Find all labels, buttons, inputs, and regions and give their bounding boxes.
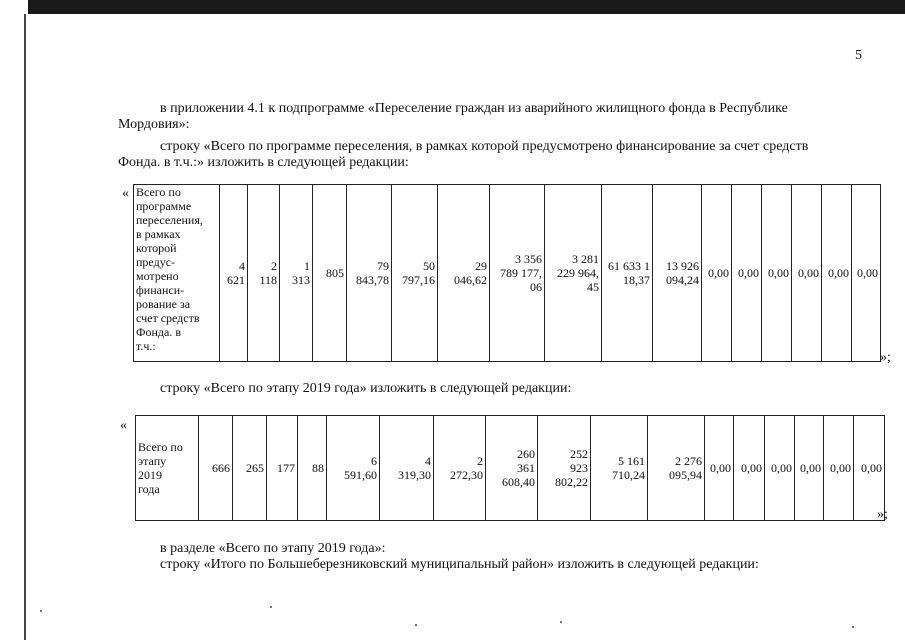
table1-label-line: т.ч.:: [136, 339, 156, 353]
table1-close-quote: »;: [880, 350, 891, 365]
table2-cell-line: 923: [570, 461, 588, 475]
table1-cell: [280, 185, 313, 362]
table2-label-line: 2019: [138, 468, 162, 482]
table2-cell: [824, 416, 854, 521]
table1-cell-line: 4: [239, 259, 245, 273]
table2-cell: [486, 416, 538, 521]
table1-label-line: в рамках: [136, 227, 181, 241]
table2-cell: [538, 416, 591, 521]
table2-open-quote: «: [120, 418, 127, 433]
table1-cell: [653, 185, 702, 362]
table1-cell-line: 0,00: [768, 266, 789, 280]
table2-cell-line: 252: [570, 447, 588, 461]
scan-border-top: [28, 0, 905, 14]
table1-cell-line: 094,24: [666, 273, 699, 287]
table1-label-line: финанси-: [136, 283, 185, 297]
table1-cell-line: 046,62: [454, 273, 487, 287]
scan-speck: [40, 610, 42, 612]
table1-cell-line: 797,16: [402, 273, 435, 287]
table2-cell: [705, 416, 734, 521]
table1-cell: [602, 185, 653, 362]
table2-cell-line: 319,30: [398, 468, 431, 482]
table2-cell: [765, 416, 795, 521]
table1-cell: [248, 185, 280, 362]
table2-cell-line: 177: [277, 461, 295, 475]
table1-cell-line: 1: [304, 259, 310, 273]
table2-cell: [327, 416, 380, 521]
table2-cell-line: 0,00: [800, 461, 821, 475]
intro-line-4: Фонда. в т.ч.:» изложить в следующей редакции:: [118, 155, 409, 170]
table1-row-label: [134, 185, 220, 362]
table2-cell: [854, 416, 885, 521]
table1-cell-line: 843,78: [356, 273, 389, 287]
table2-cell-line: 802,22: [555, 475, 588, 489]
table1-cell: [792, 185, 822, 362]
table1: [133, 184, 881, 362]
table1-row: [134, 185, 881, 362]
table2-label-line: года: [138, 482, 160, 496]
table1-cell: [545, 185, 602, 362]
table1-cell: [732, 185, 762, 362]
table2-label-line: Всего по: [138, 440, 183, 454]
table1-cell: [438, 185, 490, 362]
table1-cell: [490, 185, 545, 362]
table2-label-line: этапу: [138, 454, 167, 468]
scan-speck: [270, 606, 272, 608]
table1-cell-line: 3 281: [572, 252, 599, 266]
table1-cell: [220, 185, 248, 362]
table1-cell-line: 2: [271, 259, 277, 273]
table2-cell-line: 666: [212, 461, 230, 475]
table2-close-quote: »;: [877, 507, 888, 522]
table2-cell-line: 608,40: [502, 475, 535, 489]
table2-cell-line: 0,00: [771, 461, 792, 475]
table1-label-line: предус-: [136, 255, 176, 269]
table2-cell-line: 2 276: [675, 454, 702, 468]
table1-cell-line: 0,00: [798, 266, 819, 280]
table1-cell: [347, 185, 392, 362]
table2-cell-line: 095,94: [669, 468, 702, 482]
table2-cell: [434, 416, 486, 521]
table1-cell-line: 29: [475, 259, 487, 273]
table1-cell-line: 0,00: [857, 266, 878, 280]
table2-cell: [199, 416, 233, 521]
table1-cell-line: 805: [326, 266, 344, 280]
table1-open-quote: «: [122, 186, 129, 201]
table1-cell: [313, 185, 347, 362]
footer-line-2: строку «Итого по Большеберезниковский муниципальный район» изложить в следующей редакции:: [160, 557, 759, 572]
table1-cell-line: 18,37: [623, 273, 650, 287]
section2-text: строку «Всего по этапу 2019 года» изложить в следующей редакции:: [160, 381, 572, 396]
scan-border-left: [24, 14, 26, 640]
table2-cell-line: 0,00: [830, 461, 851, 475]
table1-cell-line: 79: [377, 259, 389, 273]
table2-cell-line: 0,00: [710, 461, 731, 475]
table2-row: [136, 416, 885, 521]
scan-speck: [560, 621, 562, 623]
table1-cell-line: 13 926: [666, 259, 699, 273]
table1-label-line: Фонда. в: [136, 325, 181, 339]
table1-cell-line: 45: [587, 280, 599, 294]
table2-cell-line: 6: [371, 454, 377, 468]
table2-cell-line: 5 161: [618, 454, 645, 468]
table2-cell-line: 88: [312, 461, 324, 475]
table1-label-line: счет средств: [136, 311, 200, 325]
table2-cell-line: 0,00: [741, 461, 762, 475]
table1-label-line: мотрено: [136, 269, 179, 283]
footer-line-1: в разделе «Всего по этапу 2019 года»:: [160, 541, 386, 556]
page-number: 5: [855, 48, 862, 63]
table2-cell: [795, 416, 824, 521]
table1-cell-line: 313: [292, 273, 310, 287]
table1-cell: [822, 185, 852, 362]
table1-cell-line: 0,00: [828, 266, 849, 280]
table2-cell-line: 361: [517, 461, 535, 475]
table1-cell-line: 789 177,: [500, 266, 542, 280]
table1-cell: [702, 185, 732, 362]
table1-cell-line: 621: [227, 273, 245, 287]
scan-speck: [415, 624, 417, 626]
table2-row-label: [136, 416, 199, 521]
table1-cell-line: 50: [423, 259, 435, 273]
table2: [135, 415, 885, 521]
intro-line-2: Мордовия»:: [118, 117, 190, 132]
table2-cell-line: 260: [517, 447, 535, 461]
table1-cell-line: 118: [259, 273, 277, 287]
intro-line-1: в приложении 4.1 к подпрограмме «Переселение граждан из аварийного жилищного фонда в Республике: [160, 101, 788, 116]
scan-speck: [852, 626, 854, 628]
table2-cell: [591, 416, 648, 521]
table1-cell: [762, 185, 792, 362]
table1-label-line: программе: [136, 199, 192, 213]
table1-label-line: переселения,: [136, 213, 203, 227]
table2-cell-line: 710,24: [612, 468, 645, 482]
table1-label-line: Всего по: [136, 185, 181, 199]
table2-cell: [734, 416, 765, 521]
table1-cell-line: 0,00: [708, 266, 729, 280]
table2-cell-line: 4: [425, 454, 431, 468]
table1-cell: [852, 185, 881, 362]
table2-cell-line: 591,60: [344, 468, 377, 482]
table1-cell-line: 06: [530, 280, 542, 294]
table1-cell-line: 61 633 1: [608, 259, 650, 273]
table2-cell: [267, 416, 298, 521]
table2-cell: [233, 416, 267, 521]
intro-line-3: строку «Всего по программе переселения, в рамках которой предусмотрено финансирование за счет средств: [160, 139, 809, 154]
table2-cell: [648, 416, 705, 521]
table1-label-line: рование за: [136, 297, 191, 311]
table2-cell: [298, 416, 327, 521]
table2-cell: [380, 416, 434, 521]
table1-label-line: которой: [136, 241, 177, 255]
table2-cell-line: 265: [246, 461, 264, 475]
table2-cell-line: 0,00: [861, 461, 882, 475]
table1-cell-line: 229 964,: [557, 266, 599, 280]
table2-cell-line: 272,30: [450, 468, 483, 482]
table1-cell-line: 3 356: [515, 252, 542, 266]
table1-cell: [392, 185, 438, 362]
table2-cell-line: 2: [477, 454, 483, 468]
table1-cell-line: 0,00: [738, 266, 759, 280]
